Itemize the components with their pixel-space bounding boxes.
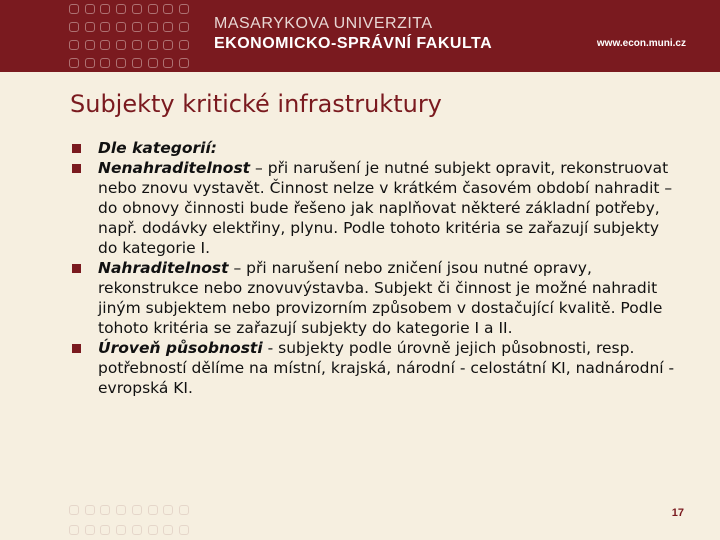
university-logo-icon	[66, 0, 192, 72]
university-name: MASARYKOVA UNIVERZITA	[214, 15, 433, 32]
bullet-list	[70, 138, 680, 398]
list-item	[70, 338, 680, 398]
list-item	[70, 258, 680, 338]
square-bullet-icon	[72, 164, 81, 173]
square-bullet-icon	[72, 344, 81, 353]
header-bar	[0, 0, 720, 72]
slide-title: Subjekty kritické infrastruktury	[70, 90, 442, 118]
item-text: - subjekty podle úrovně jejich působnosti, resp. potřebností dělíme na místní, krajská, národní - celostátní KI, nadnárodní - evropská KI.	[98, 339, 675, 397]
item-text: – při narušení je nutné subjekt opravit, rekonstruovat nebo znovu vystavět. Činnost nelze v krátkém časovém období nahradit – do obnovy činnosti bude řešeno jak naplňovat některé základní potřeby, např. dodávky elektřiny, plynu. Podle tohoto kritéria se zařazují subjekty do kategorie I.	[98, 159, 673, 257]
list-item	[70, 158, 680, 258]
square-bullet-icon	[72, 144, 81, 153]
item-term: Úroveň působnosti	[98, 339, 263, 357]
item-term: Dle kategorií:	[98, 139, 217, 157]
faculty-url[interactable]: www.econ.muni.cz	[596, 38, 686, 49]
page-number: 17	[671, 507, 684, 519]
item-term: Nenahraditelnost	[98, 159, 251, 177]
faculty-name: EKONOMICKO-SPRÁVNÍ FAKULTA	[214, 35, 493, 52]
list-item	[70, 138, 680, 158]
square-bullet-icon	[72, 264, 81, 273]
item-term: Nahraditelnost	[98, 259, 229, 277]
item-text: – při narušení nebo zničení jsou nutné opravy, rekonstrukce nebo znovuvýstavba. Subjekt či činnost je možné nahradit jiným subjektem nebo provizorním způsobem v dostačující kvalitě. Podle tohoto kritéria se zařazují subjekty do kategorie I a II.	[98, 259, 663, 337]
footer-logo-icon	[66, 500, 192, 540]
